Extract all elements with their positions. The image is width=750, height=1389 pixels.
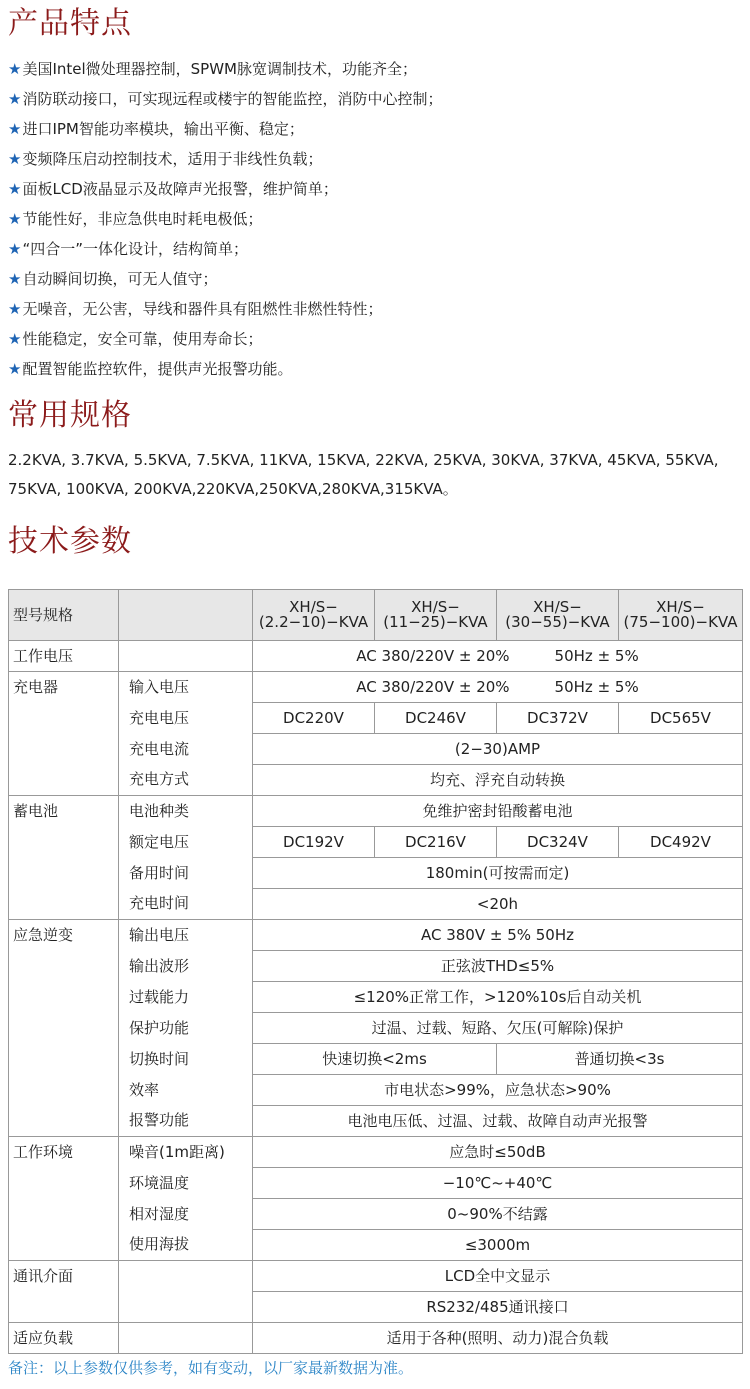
value-cell: (2−30)AMP bbox=[253, 734, 743, 765]
header-model-cell bbox=[375, 590, 497, 641]
item-cell: 输入电压 bbox=[119, 672, 253, 703]
item-cell: 报警功能 bbox=[119, 1106, 253, 1137]
table-row bbox=[9, 1075, 743, 1106]
table-row bbox=[9, 734, 743, 765]
group-name-cell: 应急逆变 bbox=[9, 920, 119, 1137]
table-row bbox=[9, 641, 743, 672]
value-cell: 市电状态>99%，应急状态>90% bbox=[253, 1075, 743, 1106]
value-cell: 普通切换<3s bbox=[497, 1044, 743, 1075]
table-row bbox=[9, 1230, 743, 1261]
feature-item bbox=[8, 174, 442, 204]
item-cell bbox=[119, 1292, 253, 1323]
table-row bbox=[9, 1137, 743, 1168]
item-cell bbox=[119, 1323, 253, 1354]
model-line: (75−100)−KVA bbox=[623, 613, 738, 631]
star-icon: ★ bbox=[8, 180, 22, 198]
item-cell: 噪音(1m距离) bbox=[119, 1137, 253, 1168]
item-cell: 充电时间 bbox=[119, 889, 253, 920]
value-cell: ≤3000m bbox=[253, 1230, 743, 1261]
feature-text: “四合一”一体化设计，结构简单； bbox=[22, 240, 248, 258]
star-icon: ★ bbox=[8, 240, 22, 258]
star-icon: ★ bbox=[8, 270, 22, 288]
feature-text: 消防联动接口，可实现远程或楼宇的智能监控，消防中心控制； bbox=[22, 90, 443, 108]
feature-item bbox=[8, 264, 442, 294]
value-cell: 过温、过载、短路、欠压(可解除)保护 bbox=[253, 1013, 743, 1044]
feature-text: 无噪音，无公害，导线和器件具有阻燃性非燃性特性； bbox=[22, 300, 383, 318]
value-cell: DC192V bbox=[253, 827, 375, 858]
item-cell bbox=[119, 641, 253, 672]
group-name-cell: 充电器 bbox=[9, 672, 119, 796]
feature-item bbox=[8, 324, 442, 354]
feature-item bbox=[8, 84, 442, 114]
item-cell: 切换时间 bbox=[119, 1044, 253, 1075]
specs-list: 2.2KVA, 3.7KVA, 5.5KVA, 7.5KVA, 11KVA, 15KVA, 22KVA, 25KVA, 30KVA, 37KVA, 45KVA, 55KVA, 75KVA, 100KVA, 200KVA,220KVA,250KVA,280KVA,315KVA。 bbox=[8, 451, 719, 498]
table-row bbox=[9, 672, 743, 703]
model-line: XH/S− bbox=[411, 598, 460, 616]
feature-item bbox=[8, 114, 442, 144]
item-cell: 电池种类 bbox=[119, 796, 253, 827]
model-line: (2.2−10)−KVA bbox=[258, 613, 369, 631]
table-row bbox=[9, 827, 743, 858]
feature-item bbox=[8, 54, 442, 84]
value-cell: 正弦波THD≤5% bbox=[253, 951, 743, 982]
value-cell: 应急时≤50dB bbox=[253, 1137, 743, 1168]
feature-text: 自动瞬间切换，可无人值守； bbox=[22, 270, 218, 288]
model-line: XH/S− bbox=[533, 598, 582, 616]
value-cell: 快速切换<2ms bbox=[253, 1044, 497, 1075]
table-row bbox=[9, 858, 743, 889]
value-cell: −10℃~+40℃ bbox=[253, 1168, 743, 1199]
feature-item bbox=[8, 354, 442, 384]
feature-text: 节能性好，非应急供电时耗电极低； bbox=[22, 210, 263, 228]
item-cell: 效率 bbox=[119, 1075, 253, 1106]
table-row bbox=[9, 1013, 743, 1044]
table-row bbox=[9, 796, 743, 827]
value-cell: 均充、浮充自动转换 bbox=[253, 765, 743, 796]
item-cell bbox=[119, 1261, 253, 1292]
value-cell: LCD全中文显示 bbox=[253, 1261, 743, 1292]
value-cell: DC216V bbox=[375, 827, 497, 858]
group-name-cell: 蓄电池 bbox=[9, 796, 119, 920]
feature-text: 进口IPM智能功率模块，输出平衡、稳定； bbox=[22, 120, 304, 138]
star-icon: ★ bbox=[8, 210, 22, 228]
item-cell: 额定电压 bbox=[119, 827, 253, 858]
table-row bbox=[9, 703, 743, 734]
value-cell: 适用于各种(照明、动力)混合负载 bbox=[253, 1323, 743, 1354]
value-cell: AC 380V ± 5% 50Hz bbox=[253, 920, 743, 951]
table-row bbox=[9, 1168, 743, 1199]
table-row bbox=[9, 1044, 743, 1075]
item-cell: 相对湿度 bbox=[119, 1199, 253, 1230]
value-cell: DC492V bbox=[619, 827, 743, 858]
header-model-cell bbox=[253, 590, 375, 641]
star-icon: ★ bbox=[8, 120, 22, 138]
feature-text: 美国Intel微处理器控制，SPWM脉宽调制技术，功能齐全； bbox=[22, 60, 418, 78]
model-line: (30−55)−KVA bbox=[505, 613, 610, 631]
value-cell: 免维护密封铅酸蓄电池 bbox=[253, 796, 743, 827]
value-cell: DC324V bbox=[497, 827, 619, 858]
value-cell: 电池电压低、过温、过载、故障自动声光报警 bbox=[253, 1106, 743, 1137]
feature-text: 面板LCD液晶显示及故障声光报警，维护简单； bbox=[22, 180, 338, 198]
value-cell: DC246V bbox=[375, 703, 497, 734]
item-cell: 环境温度 bbox=[119, 1168, 253, 1199]
specs-heading: 常用规格 bbox=[8, 398, 132, 433]
header-model-cell bbox=[497, 590, 619, 641]
model-line: XH/S− bbox=[656, 598, 705, 616]
params-table bbox=[8, 589, 743, 1354]
feature-item bbox=[8, 144, 442, 174]
table-row bbox=[9, 1292, 743, 1323]
value-cell: <20h bbox=[253, 889, 743, 920]
value-cell: DC565V bbox=[619, 703, 743, 734]
value-cell: ≤120%正常工作，>120%10s后自动关机 bbox=[253, 982, 743, 1013]
features-heading: 产品特点 bbox=[8, 6, 132, 41]
item-cell: 充电方式 bbox=[119, 765, 253, 796]
item-cell: 充电电流 bbox=[119, 734, 253, 765]
table-row bbox=[9, 1106, 743, 1137]
star-icon: ★ bbox=[8, 360, 22, 378]
feature-item bbox=[8, 204, 442, 234]
item-cell: 保护功能 bbox=[119, 1013, 253, 1044]
feature-item bbox=[8, 234, 442, 264]
value-cell: DC220V bbox=[253, 703, 375, 734]
model-line: XH/S− bbox=[289, 598, 338, 616]
value-cell: DC372V bbox=[497, 703, 619, 734]
model-line: (11−25)−KVA bbox=[383, 613, 488, 631]
header-blank-cell bbox=[119, 590, 253, 641]
params-heading: 技术参数 bbox=[8, 524, 132, 559]
value-cell: 0~90%不结露 bbox=[253, 1199, 743, 1230]
item-cell: 输出电压 bbox=[119, 920, 253, 951]
header-label-cell: 型号规格 bbox=[9, 590, 119, 641]
value-cell: AC 380/220V ± 20% 50Hz ± 5% bbox=[253, 672, 743, 703]
feature-item bbox=[8, 294, 442, 324]
header-model-cell bbox=[619, 590, 743, 641]
table-row bbox=[9, 982, 743, 1013]
star-icon: ★ bbox=[8, 90, 22, 108]
table-row bbox=[9, 765, 743, 796]
value-cell: RS232/485通讯接口 bbox=[253, 1292, 743, 1323]
table-row bbox=[9, 1261, 743, 1292]
star-icon: ★ bbox=[8, 60, 22, 78]
star-icon: ★ bbox=[8, 330, 22, 348]
item-cell: 输出波形 bbox=[119, 951, 253, 982]
star-icon: ★ bbox=[8, 300, 22, 318]
feature-text: 性能稳定，安全可靠，使用寿命长； bbox=[22, 330, 263, 348]
star-icon: ★ bbox=[8, 150, 22, 168]
table-row bbox=[9, 889, 743, 920]
item-cell: 备用时间 bbox=[119, 858, 253, 889]
group-name-cell: 工作电压 bbox=[9, 641, 119, 672]
table-row bbox=[9, 951, 743, 982]
header-row bbox=[9, 590, 743, 641]
item-cell: 充电电压 bbox=[119, 703, 253, 734]
item-cell: 过载能力 bbox=[119, 982, 253, 1013]
feature-text: 配置智能监控软件，提供声光报警功能。 bbox=[22, 360, 293, 378]
group-name-cell: 通讯介面 bbox=[9, 1261, 119, 1323]
feature-list bbox=[8, 54, 442, 384]
feature-text: 变频降压启动控制技术，适用于非线性负载； bbox=[22, 150, 323, 168]
table-row bbox=[9, 1199, 743, 1230]
group-name-cell: 工作环境 bbox=[9, 1137, 119, 1261]
table-row bbox=[9, 1323, 743, 1354]
value-cell: AC 380/220V ± 20% 50Hz ± 5% bbox=[253, 641, 743, 672]
table-row bbox=[9, 920, 743, 951]
group-name-cell: 适应负载 bbox=[9, 1323, 119, 1354]
item-cell: 使用海拔 bbox=[119, 1230, 253, 1261]
footnote: 备注：以上参数仅供参考，如有变动，以厂家最新数据为准。 bbox=[8, 1359, 414, 1377]
value-cell: 180min(可按需而定) bbox=[253, 858, 743, 889]
